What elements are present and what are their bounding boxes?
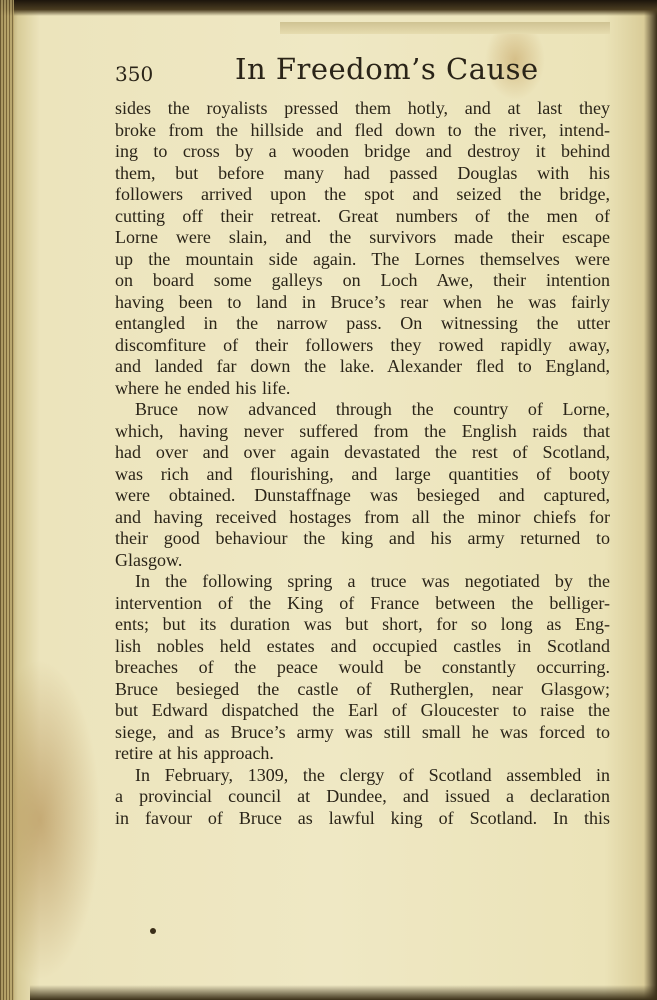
text-line: and having received hostages from all the minor chiefs for — [115, 506, 610, 527]
paragraph — [115, 399, 610, 571]
text-line: siege, and as Bruce’s army was still small he was forced to — [115, 721, 610, 742]
text-line: In the following spring a truce was negotiated by the — [135, 571, 610, 591]
text-line: sides the royalists pressed them hotly, and at last they — [115, 98, 610, 118]
text-line: was rich and flourishing, and large quantities of booty — [115, 463, 610, 484]
text-line: entangled in the narrow pass. On witnessing the utter — [115, 313, 610, 333]
text-line: cutting off their retreat. Great numbers of the men of — [115, 205, 610, 226]
paragraph — [115, 98, 610, 399]
text-line: up the mountain side again. The Lornes themselves were — [115, 248, 610, 269]
ink-spot — [150, 928, 156, 934]
text-line: Bruce now advanced through the country of Lorne, — [135, 399, 610, 419]
text-line: Lorne were slain, and the survivors made their escape — [115, 227, 610, 247]
text-line: In February, 1309, the clergy of Scotland assembled in — [135, 764, 610, 785]
text-line: ing to cross by a wooden bridge and destroy it behind — [115, 141, 610, 161]
text-line: had over and over again devastated the rest of Scotland, — [115, 442, 610, 462]
running-header — [115, 52, 615, 92]
page-number: 350 — [115, 62, 154, 86]
page-bottom-shadow — [30, 985, 657, 1000]
paragraph — [115, 765, 610, 830]
text-line: a provincial council at Dundee, and issued a declaration — [115, 786, 610, 806]
text-line: Glasgow. — [115, 549, 183, 570]
text-line: in favour of Bruce as lawful king of Scotland. In this — [115, 807, 610, 828]
text-line: and landed far down the lake. Alexander fled to England, — [115, 356, 610, 376]
text-line: them, but before many had passed Douglas with his — [115, 162, 610, 183]
text-line: having been to land in Bruce’s rear when he was fairly — [115, 291, 610, 312]
page-top-stain — [280, 22, 610, 34]
page-top-shadow — [0, 0, 657, 16]
text-line: discomfiture of their followers they rowed rapidly away, — [115, 334, 610, 355]
text-line: breaches of the peace would be constantly occurring. — [115, 657, 610, 677]
text-line: but Edward dispatched the Earl of Gloucester to raise the — [115, 700, 610, 720]
page-body-text — [115, 98, 610, 829]
text-line: Bruce besieged the castle of Rutherglen, near Glasgow; — [115, 678, 610, 699]
text-line: on board some galleys on Loch Awe, their intention — [115, 270, 610, 290]
text-line: where he ended his life. — [115, 377, 291, 398]
page-edge-binding — [0, 0, 14, 1000]
text-line: their good behaviour the king and his army returned to — [115, 528, 610, 548]
text-line: broke from the hillside and fled down to the river, intend- — [115, 119, 610, 140]
text-line: lish nobles held estates and occupied castles in Scotland — [115, 635, 610, 656]
text-line: which, having never suffered from the English raids that — [115, 420, 610, 441]
running-title: In Freedom’s Cause — [235, 52, 539, 86]
text-line: ents; but its duration was but short, for so long as Eng- — [115, 614, 610, 634]
text-line: followers arrived upon the spot and seized the bridge, — [115, 184, 610, 204]
text-line: were obtained. Dunstaffnage was besieged and captured, — [115, 485, 610, 505]
text-line: intervention of the King of France between the belliger- — [115, 592, 610, 613]
text-line: retire at his approach. — [115, 743, 274, 763]
paragraph — [115, 571, 610, 765]
